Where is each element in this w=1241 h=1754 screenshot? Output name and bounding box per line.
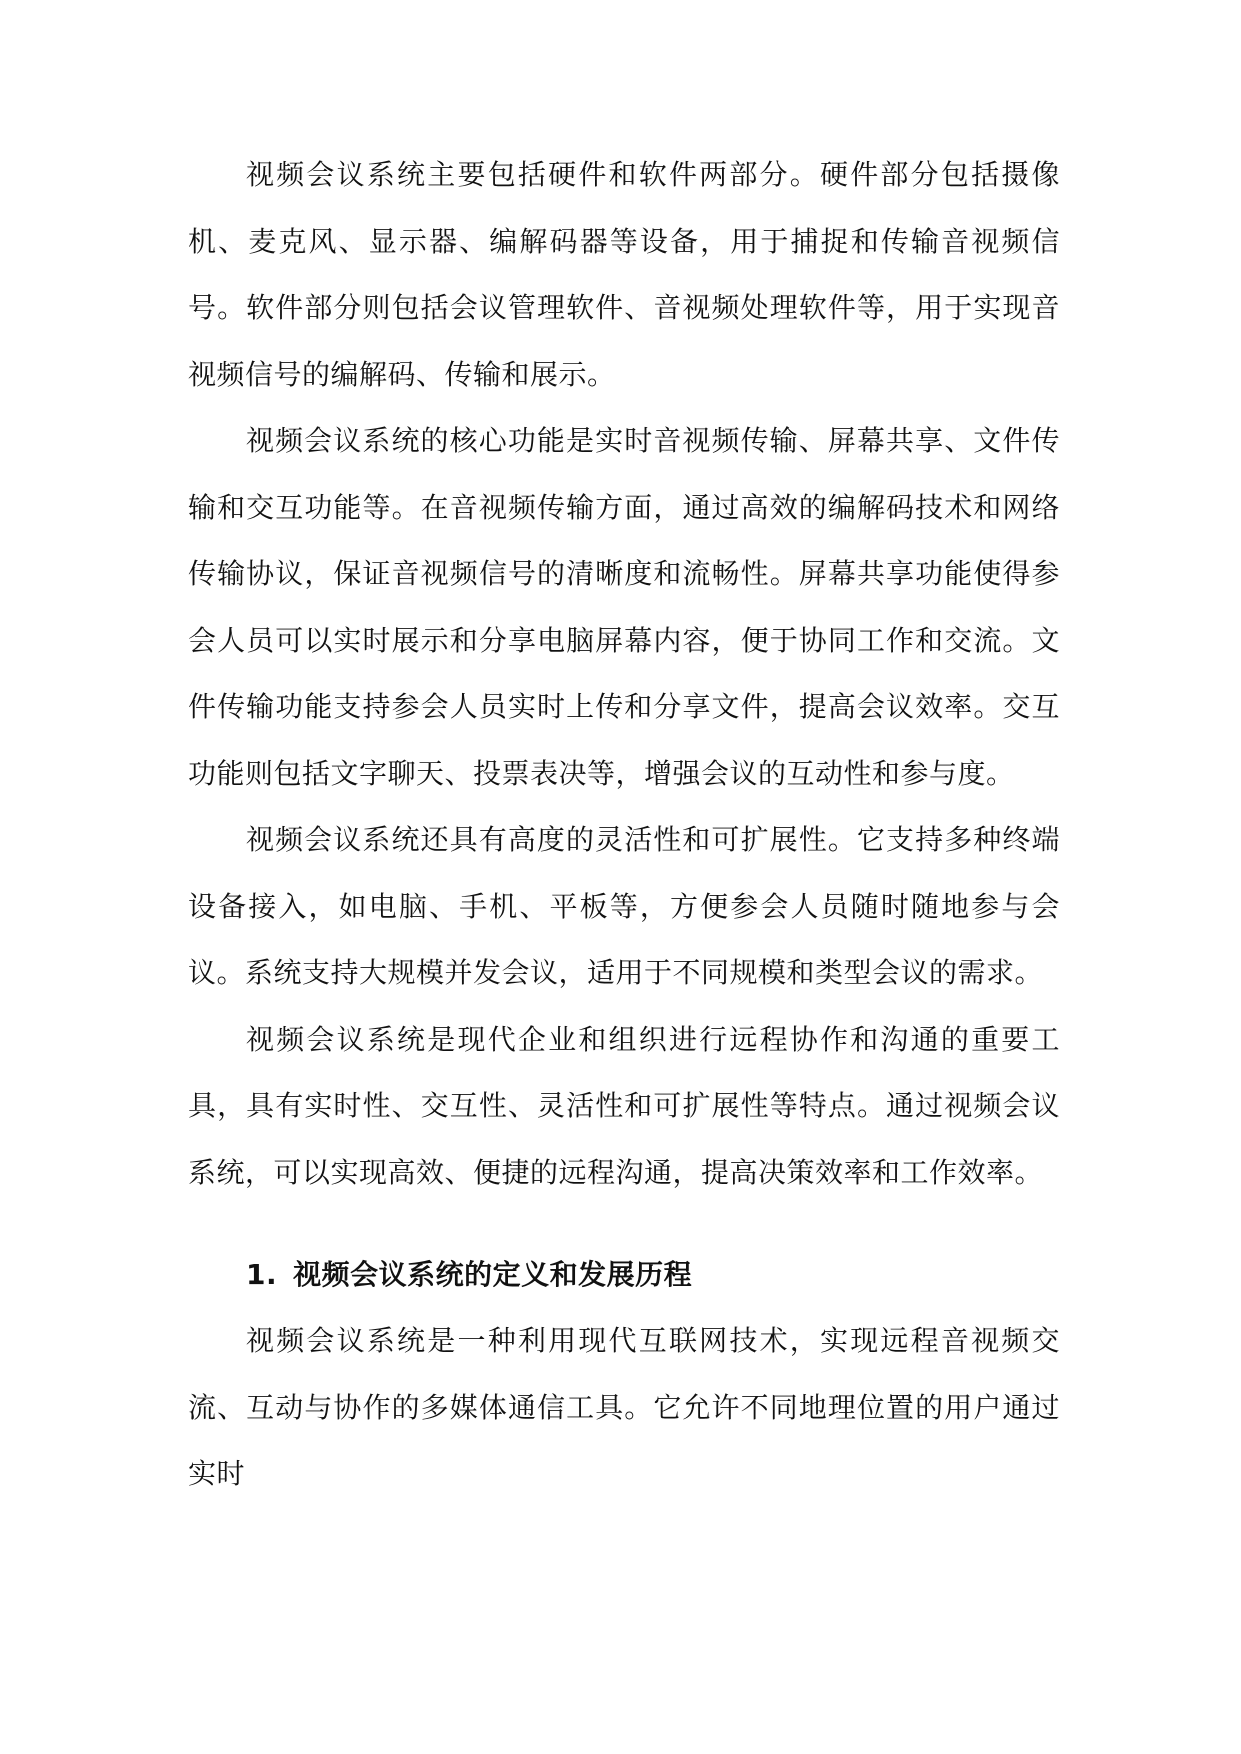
paragraph-hardware-software: 视频会议系统主要包括硬件和软件两部分。硬件部分包括摄像机、麦克风、显示器、编解码器等设备，用于捕捉和传输音视频信号。软件部分则包括会议管理软件、音视频处理软件等，用于实现音视频信号的编解码、传输和展示。 [188,158,1060,391]
section-heading [188,1242,1060,1308]
paragraph-core-functions: 视频会议系统的核心功能是实时音视频传输、屏幕共享、文件传输和交互功能等。在音视频传输方面，通过高效的编解码技术和网络传输协议，保证音视频信号的清晰度和流畅性。屏幕共享功能使得参会人员可以实时展示和分享电脑屏幕内容，便于协同工作和交流。文件传输功能支持参会人员实时上传和分享文件，提高会议效率。交互功能则包括文字聊天、投票表决等，增强会议的互动性和参与度。 [188,424,1060,790]
paragraph-flexibility: 视频会议系统还具有高度的灵活性和可扩展性。它支持多种终端设备接入，如电脑、手机、平板等，方便参会人员随时随地参与会议。系统支持大规模并发会议，适用于不同规模和类型会议的需求。 [188,823,1060,989]
document-body [188,142,1060,1508]
section-number: 1. [246,1258,278,1291]
paragraph-summary: 视频会议系统是现代企业和组织进行远程协作和沟通的重要工具，具有实时性、交互性、灵活性和可扩展性等特点。通过视频会议系统，可以实现高效、便捷的远程沟通，提高决策效率和工作效率。 [188,1022,1060,1189]
section-title: 视频会议系统的定义和发展历程 [293,1258,693,1291]
paragraph-definition: 视频会议系统是一种利用现代互联网技术，实现远程音视频交流、互动与协作的多媒体通信工具。它允许不同地理位置的用户通过实时 [188,1324,1060,1490]
